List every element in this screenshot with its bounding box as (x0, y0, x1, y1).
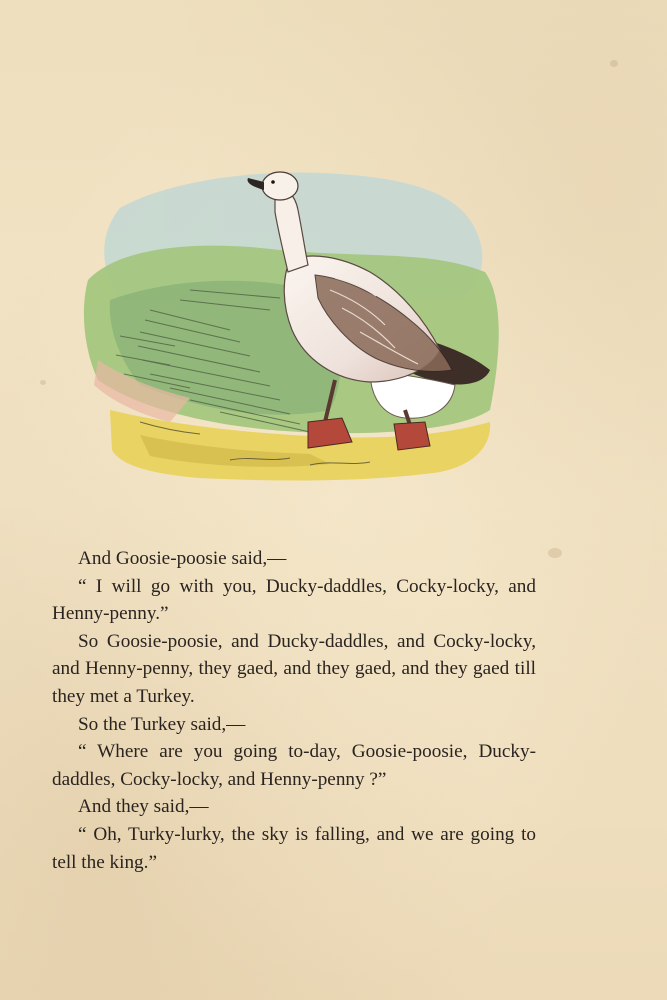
story-paragraph: And Goosie-poosie said,— (78, 548, 287, 569)
goose-head (262, 172, 298, 200)
story-paragraph: “ Where are you going to-day, Goosie-poosie, Ducky-daddles, Cocky-locky, and Henny-penny ?” (52, 741, 536, 790)
story-paragraph: “ Oh, Turky-lurky, the sky is falling, and we are going to tell the king.” (52, 823, 536, 873)
goose-eye (271, 180, 275, 184)
story-paragraph: So the Turkey said,— (78, 713, 246, 735)
paper-stain (610, 60, 618, 67)
paper-stain (548, 548, 562, 558)
story-text (52, 545, 536, 876)
story-paragraph: So Goosie-poosie, and Ducky-daddles, and Cocky-locky, and Henny-penny, they gaed, and they gaed, and they gaed till they met a Turkey. (52, 630, 536, 707)
goose-illustration (80, 160, 510, 490)
goose-right-foot (394, 422, 430, 450)
story-paragraph: “ I will go with you, Ducky-daddles, Cocky-locky, and Henny-penny.” (52, 575, 536, 625)
paper-stain (40, 380, 46, 385)
story-paragraph: And they said,— (78, 796, 209, 818)
